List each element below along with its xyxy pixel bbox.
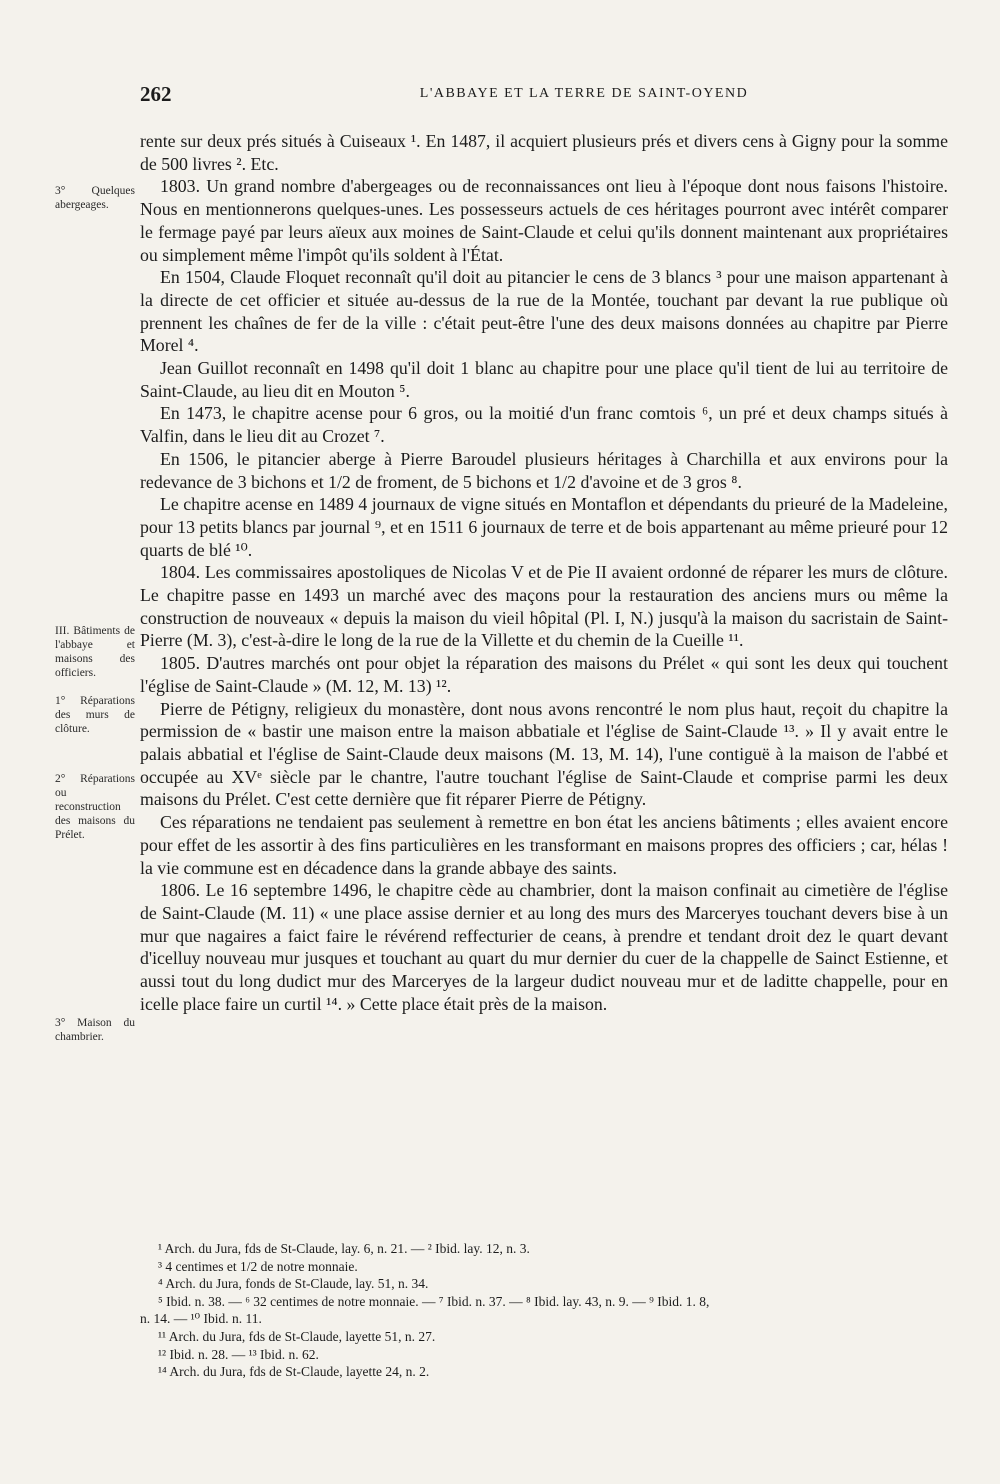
paragraph: 1804. Les commissaires apostoliques de Nicolas V et de Pie II avaient ordonné de réparer les murs de clôture. Le chapitre passe en 1493 un marché avec des maçons pour la restauration des anciens murs ou même la construction de nouveaux « depuis la maison du vieil hôpital (Pl. I, N.) jusqu'à la maison du sacristain de Saint-Pierre (M. 3), c'est-à-dire le long de la rue de la Villette et du chemin de la Cueille ¹¹. xyxy=(140,562,948,651)
margin-note: 1° Réparations des murs de clôture. xyxy=(55,695,135,735)
paragraph: En 1506, le pitancier aberge à Pierre Baroudel plusieurs héritages à Charchilla et aux environs pour la redevance de 3 bichons et 1/2 de froment, de 5 bichons et 1/2 d'avoine et de 3 gros ⁸. xyxy=(140,448,948,492)
page-header xyxy=(140,82,948,112)
page-number: 262 xyxy=(140,82,172,106)
paragraph: Jean Guillot reconnaît en 1498 qu'il doit 1 blanc au chapitre pour une place qu'il tient de lui au territoire de Saint-Claude, au lieu dit en Mouton ⁵. xyxy=(140,358,948,401)
footnote: ¹¹ Arch. du Jura, fds de St-Claude, layette 51, n. 27. xyxy=(158,1328,436,1344)
footnote: ⁴ Arch. du Jura, fonds de St-Claude, lay. 51, n. 34. xyxy=(158,1276,429,1292)
paragraph: 1806. Le 16 septembre 1496, le chapitre cède au chambrier, dont la maison confinait au cimetière de l'église de Saint-Claude (M. 11) « une place assise dernier et au long des murs des Marceryes touchant devers bise à un mur que nagaires a faict faire le révérend reffecturier de ceans, à prendre et tendant droit dez le quart devant d'icelluy nouveau mur jusques et touchant au quart du mur dernier du cuer de la chappelle de Sainct Estienne, et aussi tout du long dudict mur des Marceryes de la largeur dudict nouveau mur et de laditte chappelle, pour en icelle place faire un curtil ¹⁴. » Cette place était près de la maison. xyxy=(140,880,948,1014)
margin-note: 2° Réparations ou reconstruction des maisons du Prélet. xyxy=(55,773,135,841)
paragraph: 1805. D'autres marchés ont pour objet la réparation des maisons du Prélet « qui sont les deux qui touchent l'église de Saint-Claude » (M. 12, M. 13) ¹². xyxy=(140,653,948,696)
paragraph: rente sur deux prés situés à Cuiseaux ¹. En 1487, il acquiert plusieurs prés et divers cens à Gigny pour la somme de 500 livres ². Etc. xyxy=(140,131,948,174)
paragraph: En 1504, Claude Floquet reconnaît qu'il doit au pitancier le cens de 3 blancs ³ pour une maison appartenant à la directe de cet officier et située au-dessus de la rue de la Montée, touchant par devant la rue publique où prennent les chaînes de fer de la ville : c'était peut-être l'une des deux maisons données au chapitre par Pierre Morel ⁴. xyxy=(140,267,948,356)
footnote: ³ 4 centimes et 1/2 de notre monnaie. xyxy=(158,1258,358,1274)
footnote: ¹⁴ Arch. du Jura, fds de St-Claude, layette 24, n. 2. xyxy=(158,1364,430,1380)
paragraph: Pierre de Pétigny, religieux du monastère, dont nous avons rencontré le nom plus haut, reçoit du chapitre la permission de « bastir une maison entre la maison abbatiale et l'église de Saint-Claude ¹³. » Il y avait entre le palais abbatial et l'église de Saint-Claude deux maisons (M. 13, M. 14), l'une contiguë à la maison de l'abbé et occupée au XVᵉ siècle par le chantre, l'autre touchant l'église de Saint-Claude et comprise parmi les deux maisons du Prélet. C'est cette dernière que fit réparer Pierre de Pétigny. xyxy=(140,698,948,810)
footnote: ⁵ Ibid. n. 38. — ⁶ 32 centimes de notre monnaie. — ⁷ Ibid. n. 37. — ⁸ Ibid. lay. 43, n. 9. — ⁹ Ibid. 1. 8, xyxy=(158,1293,710,1309)
footnote: ¹² Ibid. n. 28. — ¹³ Ibid. n. 62. xyxy=(158,1346,319,1362)
footnotes xyxy=(140,1240,948,1381)
margin-note: 3° Quelques abergeages. xyxy=(55,185,135,211)
paragraph: Ces réparations ne tendaient pas seulement à remettre en bon état les anciens bâtiments ; elles avaient encore pour effet de les assortir à des fins particulières en les transformant en maisons propres des officiers ; car, hélas ! la vie commune est en décadence dans la grande abbaye des saints. xyxy=(140,812,948,878)
paragraph: 1803. Un grand nombre d'abergeages ou de reconnaissances ont lieu à l'époque dont nous faisons l'histoire. Nous en mentionnerons quelques-unes. Les possesseurs actuels de ces héritages pourront avec intérêt comparer le fermage payé par leurs aïeux aux moines de Saint-Claude et celui qu'ils donnent maintenant aux propriétaires ou simplement même l'impôt qu'ils soldent à l'État. xyxy=(140,176,948,265)
paragraph: Le chapitre acense en 1489 4 journaux de vigne situés en Montaflon et dépendants du prieuré de la Madeleine, pour 13 petits blancs par journal ⁹, et en 1511 6 journaux de terre et de bois appartenant au même prieuré pour 12 quarts de blé ¹⁰. xyxy=(140,494,948,560)
paragraph: En 1473, le chapitre acense pour 6 gros, ou la moitié d'un franc comtois ⁶, un pré et deux champs situés à Valfin, dans le lieu dit au Crozet ⁷. xyxy=(140,403,948,447)
footnote: ¹ Arch. du Jura, fds de St-Claude, lay. 6, n. 21. — ² Ibid. lay. 12, n. 3. xyxy=(158,1241,530,1256)
margin-note: 3° Maison du chambrier. xyxy=(55,1017,135,1043)
footnote: n. 14. — ¹⁰ Ibid. n. 11. xyxy=(140,1311,262,1327)
running-title: L'ABBAYE ET LA TERRE DE SAINT-OYEND xyxy=(419,86,749,101)
margin-note: III. Bâtiments de l'abbaye et maisons des officiers. xyxy=(55,625,135,679)
main-text xyxy=(140,130,948,1015)
